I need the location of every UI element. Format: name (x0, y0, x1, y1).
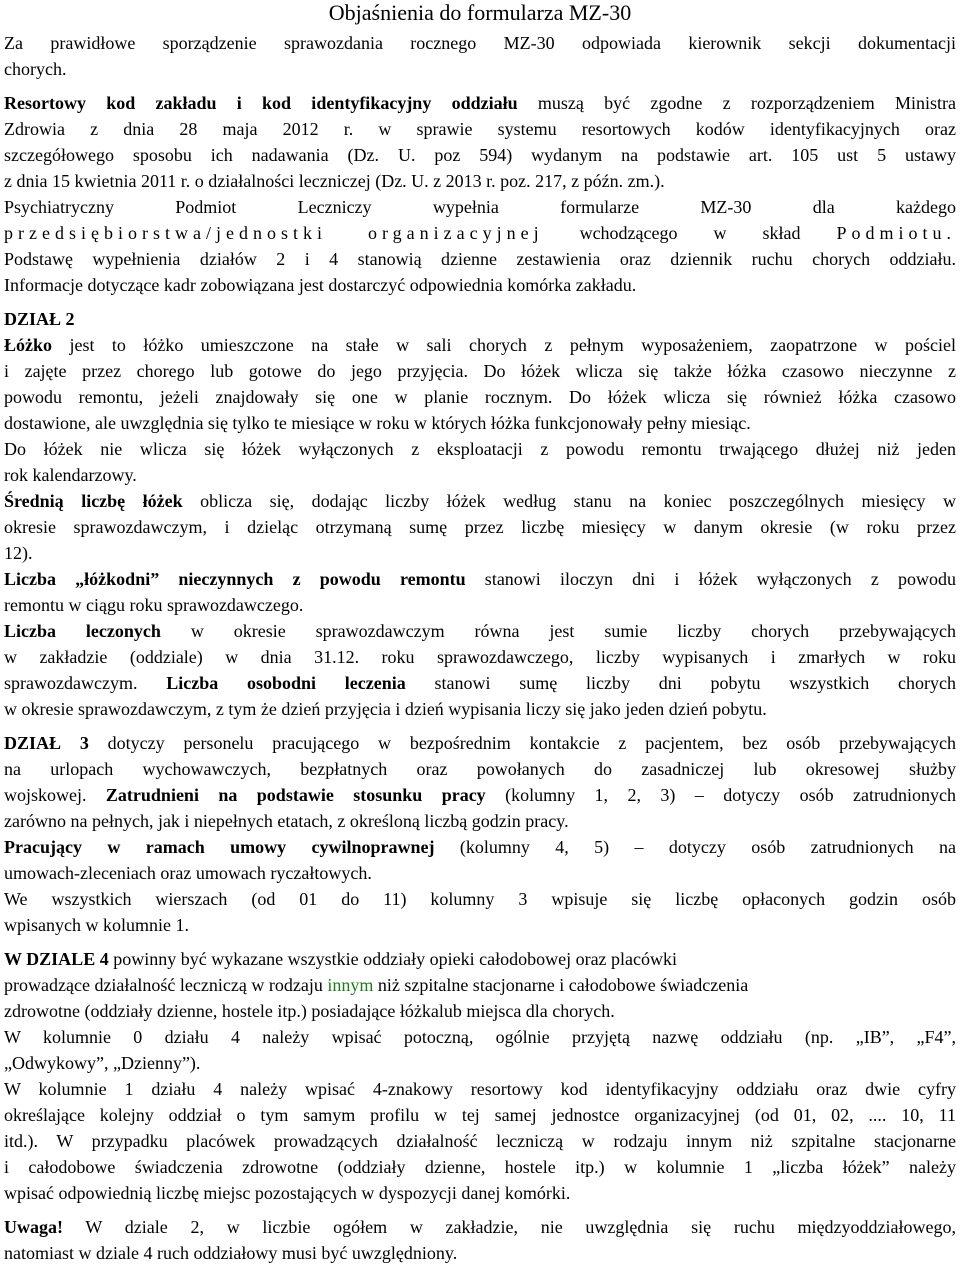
text-run: przedsiębiorstwa/jednostki organizacyjnej (4, 223, 544, 243)
text-line (4, 358, 956, 384)
text-run: Podmiotu. (836, 223, 956, 243)
text-run: w okresie sprawozdawczym, z tym że dzień przyjęcia i dzień wypisania liczy się jako jeden dzień pobytu. (4, 699, 767, 719)
text-run: zarówno na pełnych, jak i niepełnych etatach, z określoną liczbą godzin pracy. (4, 811, 569, 831)
text-line (4, 116, 956, 142)
text-run: dotyczy personelu pracującego w bezpośrednim kontakcie z pacjentem, bez osób przebywających (88, 733, 956, 753)
text-run: oblicza się, dodając liczby łóżek według stanu na koniec poszczególnych miesięcy w (182, 491, 956, 511)
text-run: Zdrowia z dnia 28 maja 2012 r. w sprawie systemu resortowych kodów identyfikacyjnych oraz (4, 119, 956, 139)
text-line (4, 1128, 956, 1154)
text-run: w zakładzie (oddziale) w dnia 31.12. roku sprawozdawczego, liczby wypisanych i zmarłych w roku (4, 647, 956, 667)
text-run: stanowi sumę liczby dni pobytu wszystkich chorych (405, 673, 956, 693)
text-line (4, 696, 956, 722)
text-run: Podstawę wypełnienia działów 2 i 4 stanowią dzienne zestawienia oraz dziennik ruchu chorych oddziału. (4, 249, 956, 269)
text-run: zdrowotne (oddziały dzienne, hostele itp.) posiadające łóżkalub miejsca dla chorych. (4, 1001, 615, 1021)
text-run: itd.). W przypadku placówek prowadzących działalność leczniczą w rodzaju innym niż szpitalne stacjonarne (4, 1131, 956, 1151)
text-run: natomiast w dziale 4 ruch oddziałowy musi być uwzględniony. (4, 1243, 458, 1263)
text-run: dostawione, ale uwzględnia się tylko te miesiące w roku w których łóżka funkcjonowały pełny miesiąc. (4, 413, 751, 433)
bold-text: W DZIALE 4 (4, 949, 109, 969)
text-run: i całodobowe świadczenia zdrowotne (oddziały dzienne, hostele itp.) w kolumnie 1 „liczba łóżek” należy (4, 1157, 956, 1177)
text-run: Za prawidłowe sporządzenie sprawozdania rocznego MZ-30 odpowiada kierownik sekcji dokumentacji (4, 33, 956, 53)
text-run: sprawozdawczym. (4, 673, 167, 693)
text-line (4, 1214, 956, 1240)
bold-text: Średnią liczbę łóżek (4, 491, 183, 511)
bold-text: Pracujący w ramach umowy cywilnoprawnej (4, 837, 435, 857)
text-line (4, 618, 956, 644)
text-run: (kolumny 4, 5) – dotyczy osób zatrudnionych na (434, 837, 956, 857)
bold-text: Łóżko (4, 335, 53, 355)
text-line (4, 246, 956, 272)
text-line (4, 834, 956, 860)
text-run: umowach-zleceniach oraz umowach ryczałtowych. (4, 863, 372, 883)
text-run: W dziale 2, w liczbie ogółem w zakładzie, nie uwzględnia się ruchu międzyoddziałowego, (63, 1217, 956, 1237)
text-line (4, 972, 956, 998)
text-run: powodu remontu, jeżeli znajdowały się one w planie rocznym. Do łóżek wlicza się również łóżka czasowo (4, 387, 956, 407)
text-line (4, 1050, 956, 1076)
text-line (4, 1102, 956, 1128)
text-line (4, 410, 956, 436)
text-line (4, 272, 956, 298)
text-line (4, 384, 956, 410)
text-line (4, 1154, 956, 1180)
text-line (4, 1240, 956, 1266)
bold-text: Liczba leczonych (4, 621, 161, 641)
text-run: 12). (4, 543, 33, 563)
text-run: chorych. (4, 59, 67, 79)
bold-text: Liczba osobodni leczenia (166, 673, 406, 693)
text-run: wchodzącego w skład (543, 223, 837, 243)
text-run: i zajęte przez chorego lub gotowe do jego przyjęcia. Do łóżek wlicza się także łóżka czasowo nieczynne z (4, 361, 956, 381)
text-line (4, 540, 956, 566)
text-line (4, 436, 956, 462)
text-run: określające kolejny oddział o tym samym profilu w tej samej jednostce organizacyjnej (od 01, 02, .... 10, 11 (4, 1105, 956, 1125)
text-run: Do łóżek nie wlicza się łóżek wyłączonych z eksploatacji z powodu remontu trwającego dłużej niż jeden (4, 439, 956, 459)
text-line (4, 1076, 956, 1102)
text-run: szczegółowego sposobu ich nadawania (Dz. U. poz 594) wydanym na podstawie art. 105 ust 5 ustawy (4, 145, 956, 165)
text-line (4, 1180, 956, 1206)
bold-text: Liczba „łóżkodni” nieczynnych z powodu remontu (4, 569, 466, 589)
text-run: okresie sprawozdawczym, i dzieląc otrzymaną sumę przez liczbę miesięcy w danym okresie (w roku przez (4, 517, 956, 537)
text-run: Psychiatryczny Podmiot Leczniczy wypełnia formularze MZ-30 dla każdego (4, 197, 956, 217)
text-line (4, 670, 956, 696)
bold-text: DZIAŁ 2 (4, 309, 75, 329)
text-run: „Odwykowy”, „Dzienny”). (4, 1053, 201, 1073)
text-run: wojskowej. (4, 785, 106, 805)
bold-text: Uwaga! (4, 1217, 63, 1237)
text-run: Informacje dotyczące kadr zobowiązana jest dostarczyć odpowiednia komórka zakładu. (4, 275, 637, 295)
text-line (4, 142, 956, 168)
text-run: na urlopach wychowawczych, bezpłatnych oraz powołanych do zasadniczej lub okresowej służby (4, 759, 956, 779)
text-line (4, 1024, 956, 1050)
text-run: jest to łóżko umieszczone na stałe w sali chorych z pełnym wyposażeniem, zaopatrzone w pościel (52, 335, 956, 355)
text-run: niż szpitalne stacjonarne i całodobowe świadczenia (373, 975, 749, 995)
text-run: remontu w ciągu roku sprawozdawczego. (4, 595, 304, 615)
text-run: z dnia 15 kwietnia 2011 r. o działalności leczniczej (Dz. U. z 2013 r. poz. 217, z późn. zm.). (4, 171, 665, 191)
text-line (4, 332, 956, 358)
document-title: Objaśnienia do formularza MZ-30 (328, 0, 632, 25)
text-line (4, 860, 956, 886)
text-run: wpisanych w kolumnie 1. (4, 915, 189, 935)
text-line (4, 782, 956, 808)
text-line (4, 912, 956, 938)
text-line (4, 566, 956, 592)
text-line (4, 644, 956, 670)
text-run: W kolumnie 1 działu 4 należy wpisać 4-znakowy resortowy kod identyfikacyjny oddziału oraz dwie cyfry (4, 1079, 956, 1099)
text-line (4, 56, 956, 82)
text-run: wpisać odpowiednią liczbę miejsc pozostających w dyspozycji danej komórki. (4, 1183, 571, 1203)
bold-text: DZIAŁ 3 (4, 733, 89, 753)
text-line (4, 194, 956, 220)
text-run: muszą być zgodne z rozporządzeniem Ministra (517, 93, 956, 113)
text-line (4, 592, 956, 618)
text-line (4, 462, 956, 488)
text-line (4, 90, 956, 116)
text-line (4, 306, 956, 332)
bold-text: Zatrudnieni na podstawie stosunku pracy (105, 785, 486, 805)
text-run: stanowi iloczyn dni i łóżek wyłączonych z powodu (465, 569, 956, 589)
text-run: rok kalendarzowy. (4, 465, 137, 485)
text-run: prowadzące działalność leczniczą w rodzaju (4, 975, 328, 995)
highlighted-text: innym (327, 975, 374, 995)
text-run: w okresie sprawozdawczym równa jest sumie liczby chorych przebywających (160, 621, 956, 641)
text-line (4, 730, 956, 756)
text-run: We wszystkich wierszach (od 01 do 11) kolumny 3 wpisuje się liczbę opłaconych godzin osób (4, 889, 956, 909)
text-line (4, 886, 956, 912)
text-line (4, 946, 956, 972)
text-line (4, 488, 956, 514)
text-run: powinny być wykazane wszystkie oddziały opieki całodobowej oraz placówki (108, 949, 678, 969)
text-run: W kolumnie 0 działu 4 należy wpisać potoczną, ogólnie przyjętą nazwę oddziału (np. „IB”, „F4”, (4, 1027, 956, 1047)
text-line (4, 808, 956, 834)
text-line (4, 514, 956, 540)
text-line (4, 168, 956, 194)
text-line (4, 30, 956, 56)
text-line (4, 756, 956, 782)
text-line (4, 220, 956, 246)
bold-text: Resortowy kod zakładu i kod identyfikacyjny oddziału (4, 93, 518, 113)
text-run: (kolumny 1, 2, 3) – dotyczy osób zatrudnionych (485, 785, 956, 805)
text-line (4, 998, 956, 1024)
